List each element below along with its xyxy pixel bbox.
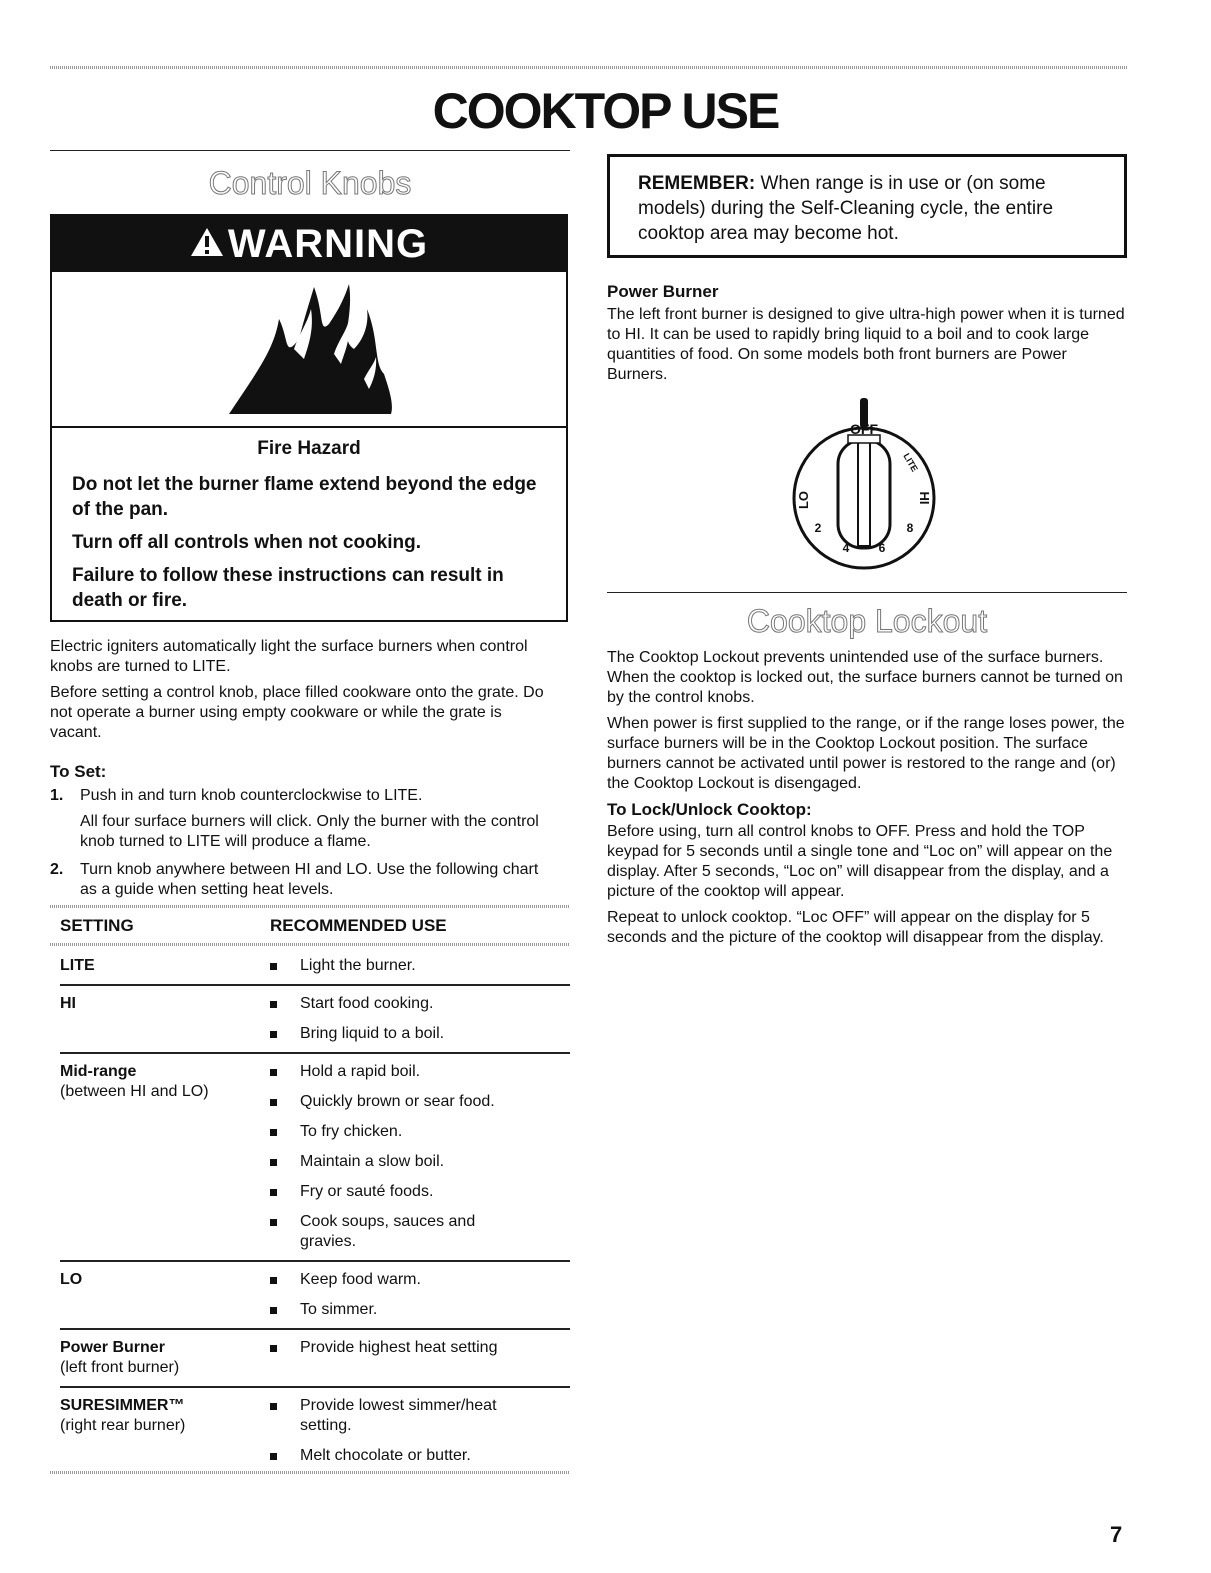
- paragraph: When power is first supplied to the range, or if the range loses power, the surface burners will be in the Cooktop Lockout position. The surface burners cannot be activated until power is restored to the range and (or) the Cooktop Lockout is disengaged.: [607, 715, 1125, 792]
- use-item: Bring liquid to a boil.: [270, 1024, 570, 1044]
- remember-label: REMEMBER:: [638, 173, 756, 194]
- use-item: Cook soups, sauces and gravies.: [270, 1212, 510, 1252]
- knob-number: 4: [842, 541, 850, 555]
- setting-name: Mid-range: [60, 1063, 137, 1080]
- warning-bar: [52, 216, 566, 272]
- col-use: RECOMMENDED USE: [270, 916, 447, 935]
- use-item: Start food cooking.: [270, 994, 570, 1014]
- table-row: [60, 1053, 570, 1261]
- knob-number: 6: [878, 541, 886, 555]
- page-number: 7: [1110, 1522, 1123, 1547]
- paragraph: Before using, turn all control knobs to OFF. Press and hold the TOP keypad for 5 seconds until a single tone and “Loc on” will appear on the display. After 5 seconds, “Loc on” will disappear from the display, and a picture of the cooktop will appear.: [607, 823, 1113, 900]
- setting-name: LITE: [60, 957, 95, 974]
- remember-box: [607, 154, 1127, 258]
- paragraph: Repeat to unlock cooktop. “Loc OFF” will appear on the display for 5 seconds and the picture of the cooktop will disappear from the display.: [607, 909, 1104, 946]
- warning-label: WARNING: [227, 221, 429, 266]
- knob-hi-label: HI: [917, 491, 932, 505]
- paragraph: The Cooktop Lockout prevents unintended use of the surface burners. When the cooktop is locked out, the surface burners cannot be turned on by the control knobs.: [607, 649, 1123, 706]
- use-item: Melt chocolate or butter.: [270, 1446, 570, 1466]
- setting-sub: (left front burner): [60, 1359, 180, 1376]
- control-knobs-heading: Control Knobs: [208, 165, 412, 201]
- use-item: Provide lowest simmer/heat setting.: [270, 1396, 530, 1436]
- table-top-rule: [50, 905, 570, 908]
- remember-text: When range is in use or (on some models) during the Self-Cleaning cycle, the entire cooktop area may become hot.: [638, 173, 1054, 244]
- hazard-line: Failure to follow these instructions can result in death or fire.: [72, 565, 504, 611]
- step-number: 1.: [50, 787, 64, 804]
- table-row: [60, 1387, 570, 1474]
- setting-name: SURESIMMER™: [60, 1397, 185, 1414]
- lockout-text: [607, 648, 1127, 954]
- hazard-line: Do not let the burner flame extend beyond the edge of the pan.: [72, 474, 537, 520]
- warning-triangle-icon: [190, 222, 224, 267]
- left-section-rule: [50, 150, 570, 151]
- right-section-rule: [607, 592, 1127, 593]
- setting-name: Power Burner: [60, 1339, 165, 1356]
- setting-name: LO: [60, 1271, 83, 1288]
- paragraph: Before setting a control knob, place filled cookware onto the grate. Do not operate a burner using empty cookware or while the grate is vacant.: [50, 684, 544, 741]
- knob-number: 8: [906, 521, 914, 535]
- use-item: Provide highest heat setting: [270, 1338, 570, 1358]
- power-burner-text: The left front burner is designed to give ultra-high power when it is turned to HI. It can be used to rapidly bring liquid to a boil and to cook large quantities of food. On some models both front burners are Power Burners.: [607, 306, 1125, 383]
- table-row: [60, 942, 570, 985]
- table-row: [60, 985, 570, 1053]
- use-item: To fry chicken.: [270, 1122, 570, 1142]
- control-knob-icon: [780, 392, 950, 572]
- settings-table-wrap: [60, 912, 570, 1474]
- warning-box: [50, 214, 568, 622]
- use-item: Hold a rapid boil.: [270, 1062, 570, 1082]
- step-2: [50, 860, 555, 900]
- use-item: Light the burner.: [270, 956, 570, 976]
- knob-number: 2: [814, 521, 822, 535]
- paragraph: Electric igniters automatically light the surface burners when control knobs are turned to LITE.: [50, 638, 528, 675]
- col-setting: SETTING: [60, 916, 134, 935]
- top-divider: [50, 66, 1128, 69]
- table-row: [60, 1329, 570, 1387]
- use-item: Fry or sauté foods.: [270, 1182, 570, 1202]
- step-number: 2.: [50, 861, 64, 878]
- cooktop-lockout-heading: Cooktop Lockout: [746, 603, 988, 639]
- fire-hazard-title: Fire Hazard: [257, 438, 361, 459]
- table-row: [60, 1261, 570, 1329]
- setting-sub: (right rear burner): [60, 1417, 186, 1434]
- use-item: Maintain a slow boil.: [270, 1152, 570, 1172]
- fire-icon: [52, 272, 566, 428]
- step-1: [50, 786, 555, 852]
- lock-unlock-heading: To Lock/Unlock Cooktop:: [607, 800, 812, 819]
- settings-table: [60, 912, 570, 1474]
- hazard-line: Turn off all controls when not cooking.: [72, 532, 422, 553]
- knob-lo-label: LO: [796, 490, 811, 510]
- use-item: Quickly brown or sear food.: [270, 1092, 570, 1112]
- to-set-heading: To Set:: [50, 762, 107, 781]
- igniter-text: [50, 637, 550, 749]
- step-text: Turn knob anywhere between HI and LO. Use the following chart as a guide when setting heat levels.: [80, 861, 539, 898]
- power-burner-heading: Power Burner: [607, 282, 719, 301]
- step-note: All four surface burners will click. Only the burner with the control knob turned to LITE will produce a flame.: [80, 813, 539, 850]
- knob-lite-label: LITE: [901, 451, 920, 474]
- knob-off-label: OFF: [850, 421, 878, 437]
- setting-sub: (between HI and LO): [60, 1083, 209, 1100]
- use-item: Keep food warm.: [270, 1270, 570, 1290]
- use-item: To simmer.: [270, 1300, 570, 1320]
- page-title: COOKTOP USE: [432, 83, 779, 139]
- step-text: Push in and turn knob counterclockwise to LITE.: [80, 787, 423, 804]
- setting-name: HI: [60, 995, 76, 1012]
